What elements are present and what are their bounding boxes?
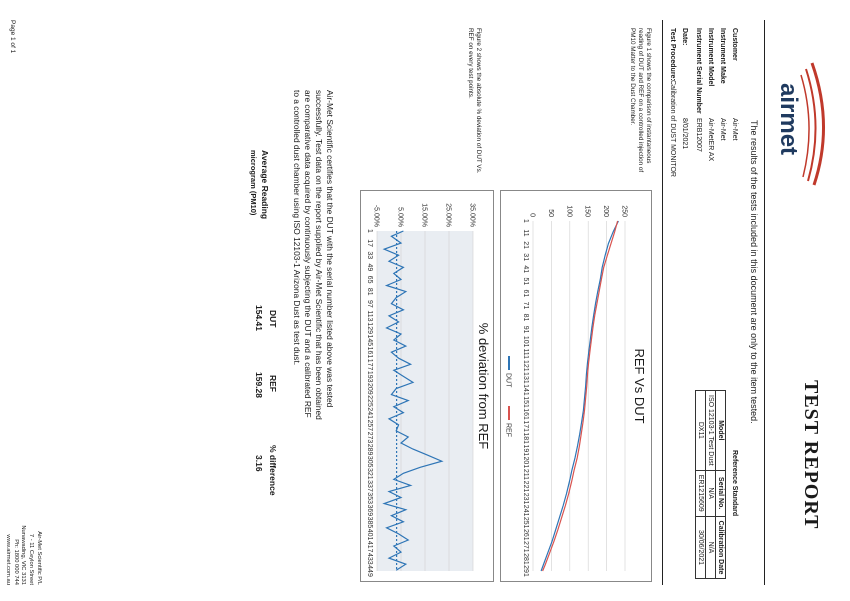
x-tick-label: 289 — [366, 443, 373, 456]
x-tick-label: 31 — [522, 253, 529, 262]
results-header-diff: % difference — [268, 445, 278, 496]
x-tick-label: 49 — [366, 263, 373, 272]
x-tick-label: 51 — [522, 277, 529, 286]
x-tick-label: 261 — [522, 528, 529, 541]
x-tick-label: 241 — [522, 504, 529, 517]
deviation-chart — [360, 190, 494, 582]
x-tick-label: 171 — [522, 420, 529, 433]
figure1-caption: Figure 1 shows the comparison of instantaneous reading of DUT and REF on a controlled injection of PM10 Matter to the Dust Chamber. — [629, 28, 652, 173]
x-tick-label: 193 — [366, 370, 373, 383]
y-tick-label: 50 — [546, 209, 554, 217]
reference-title: Reference Standard — [731, 450, 738, 517]
x-tick-label: 141 — [522, 384, 529, 396]
date-label: Date: — [681, 28, 688, 46]
y-tick-label: 250 — [620, 205, 628, 217]
x-tick-label: 61 — [522, 289, 529, 298]
figure2-caption: Figure 2 shows the absolute % deviation of DUT Vs. REF on every test points. — [467, 28, 482, 174]
date-value: 8/01/2021 — [681, 118, 688, 150]
reference-header-cell: Model — [716, 391, 726, 471]
y-tick-label: 35.00% — [468, 203, 476, 227]
x-tick-label: 131 — [522, 372, 529, 384]
results-header-ref: REF — [268, 375, 278, 392]
x-tick-label: 41 — [522, 265, 529, 274]
results-label-2: microgram (PM10) — [249, 150, 258, 216]
table-row — [706, 391, 716, 579]
x-tick-label: 101 — [522, 335, 529, 348]
x-tick-label: 11 — [522, 229, 529, 237]
address-line: Air-Met Scientific P/L — [36, 531, 42, 585]
x-tick-label: 401 — [366, 528, 373, 541]
x-tick-label: 321 — [366, 468, 373, 480]
y-tick-label: 15.00% — [420, 203, 428, 227]
x-tick-label: 177 — [366, 358, 373, 371]
results-header-dut: DUT — [268, 310, 278, 328]
chart1-title: REF Vs DUT — [632, 348, 647, 424]
table-cell: ISO 12103-1 Test Dust — [706, 391, 716, 471]
x-tick-label: 1 — [366, 229, 373, 233]
reference-table — [695, 390, 726, 579]
x-tick-label: 81 — [366, 287, 373, 296]
x-tick-label: 257 — [366, 419, 373, 432]
header-rule — [764, 20, 765, 585]
footer-address — [3, 485, 42, 585]
x-tick-label: 449 — [366, 565, 373, 577]
address-line: 7 - 11 Ceylon Street — [28, 533, 35, 585]
x-tick-label: 129 — [366, 322, 373, 334]
chart1-plot — [501, 191, 651, 581]
y-tick-label: 200 — [602, 205, 610, 217]
serial-value: ERB12007 — [695, 118, 702, 152]
x-tick-label: 273 — [366, 431, 373, 444]
x-tick-label: 181 — [522, 432, 529, 445]
y-tick-label: 100 — [565, 205, 573, 217]
results-value-ref: 159.28 — [254, 372, 264, 398]
x-tick-label: 81 — [522, 313, 529, 322]
address-line: Ph: 1800 000 744 — [12, 539, 19, 585]
x-tick-label: 337 — [366, 480, 373, 492]
procedure-label: Test Procedure: — [669, 28, 676, 81]
x-tick-label: 241 — [366, 407, 373, 419]
x-tick-label: 21 — [522, 241, 529, 250]
x-tick-label: 151 — [522, 396, 529, 408]
x-tick-label: 65 — [366, 275, 373, 284]
airmet-logo — [772, 35, 832, 195]
intro-text: The results of the tests included in this document are only to the item tested. — [749, 120, 759, 424]
table-cell: N/A — [706, 516, 716, 579]
reference-header-row — [716, 391, 726, 579]
x-tick-label: 17 — [366, 239, 373, 248]
x-tick-label: 305 — [366, 455, 373, 468]
x-tick-label: 271 — [522, 541, 529, 553]
info-rule — [662, 20, 663, 585]
procedure-value: Calibration of DUST MONITOR — [669, 80, 676, 177]
x-tick-label: 91 — [522, 325, 529, 334]
table-cell: ER1215609 — [696, 470, 706, 516]
logo-wordmark: airmet — [775, 83, 802, 156]
x-tick-label: 201 — [522, 456, 529, 469]
x-tick-label: 385 — [366, 516, 373, 529]
results-label-1: Average Reading — [260, 150, 270, 220]
y-tick-label: -5.00% — [372, 204, 380, 227]
x-tick-label: 417 — [366, 540, 373, 553]
table-cell: 30/06/2021 — [696, 516, 706, 579]
legend-label: DUT — [504, 373, 512, 388]
page-number: Page 1 of 1 — [9, 20, 16, 54]
y-tick-label: 150 — [583, 205, 591, 217]
x-tick-label: 121 — [522, 359, 529, 372]
table-cell: N/A — [706, 470, 716, 516]
x-tick-label: 145 — [366, 334, 373, 347]
results-value-dut: 154.41 — [254, 305, 264, 331]
x-tick-label: 161 — [522, 408, 529, 420]
model-label: Instrument Model — [707, 28, 714, 87]
address-line: Nunawading, VIC 3131 — [20, 525, 27, 585]
x-tick-label: 211 — [522, 468, 529, 481]
address-line: www.airmet.com.au — [4, 534, 11, 585]
x-tick-label: 231 — [522, 492, 529, 505]
table-cell: DX11 — [696, 391, 706, 471]
reference-header-cell: Serial No. — [716, 470, 726, 516]
x-tick-label: 111 — [522, 348, 529, 360]
x-tick-label: 281 — [522, 553, 529, 565]
x-tick-label: 71 — [522, 301, 529, 310]
x-tick-label: 191 — [522, 444, 529, 457]
customer-value: Air-Met — [731, 118, 738, 141]
x-tick-label: 291 — [522, 565, 529, 577]
y-tick-label: 0 — [528, 213, 536, 217]
x-tick-label: 1 — [522, 219, 529, 223]
serial-label: Instrument Serial Number — [695, 28, 702, 114]
report-title: TEST REPORT — [800, 380, 822, 530]
x-tick-label: 97 — [366, 299, 373, 308]
x-tick-label: 225 — [366, 395, 373, 407]
x-tick-label: 251 — [522, 516, 529, 529]
x-tick-label: 209 — [366, 383, 373, 395]
ref-vs-dut-chart — [500, 190, 652, 582]
x-tick-label: 33 — [366, 251, 373, 260]
results-value-diff: 3.16 — [254, 455, 264, 472]
chart2-plot — [361, 191, 493, 581]
customer-label: Customer — [731, 28, 738, 61]
y-tick-label: 5.00% — [396, 207, 404, 227]
x-tick-label: 353 — [366, 492, 373, 504]
make-value: Air-Met — [719, 118, 726, 141]
table-row — [696, 391, 706, 579]
reference-header-cell: Calibration Date — [716, 516, 726, 579]
chart2-title: % deviation from REF — [476, 322, 491, 450]
y-tick-label: 25.00% — [444, 203, 452, 227]
x-tick-label: 161 — [366, 346, 373, 359]
x-tick-label: 369 — [366, 504, 373, 517]
x-tick-label: 433 — [366, 553, 373, 565]
x-tick-label: 221 — [522, 480, 529, 493]
legend-label: REF — [504, 423, 512, 437]
x-tick-label: 113 — [366, 310, 373, 322]
certification-text: Air-Met Scientific certifies that the DUT with the serial number listed above was tested successfully. Test data on the report supplied by Air-Met Scientific that has been obtained are comparative data acquired by continuously subjecting the DUT and a calibrated REF to a controlled dust chamber using ISO 12103-1 Arizona Dust as test dust. — [292, 90, 335, 420]
make-label: Instrument Make — [719, 28, 726, 84]
model-value: Air-MetER AX — [707, 118, 714, 162]
